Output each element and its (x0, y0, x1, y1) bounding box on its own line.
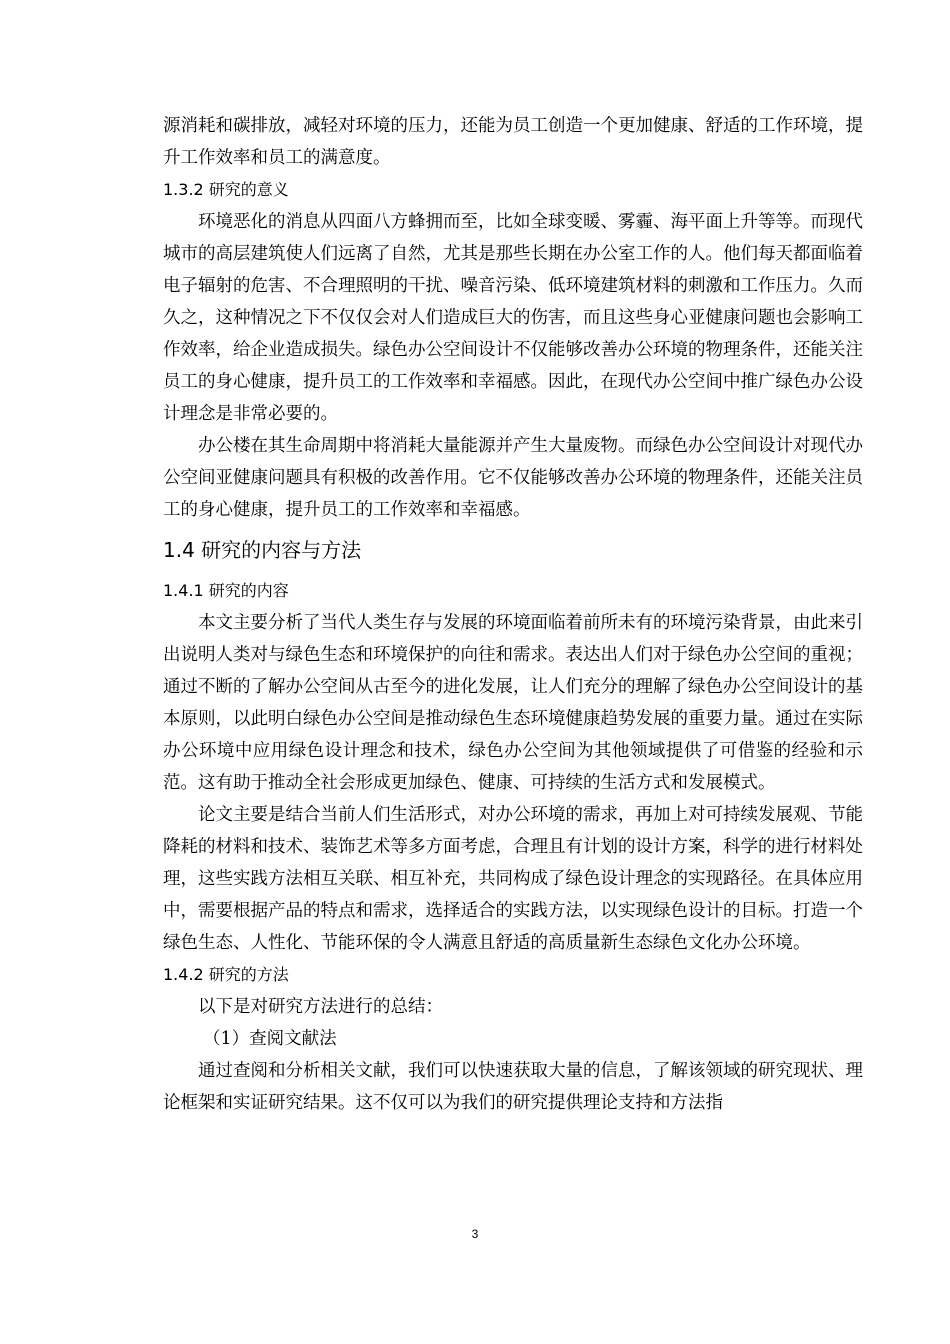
page-number: 3 (471, 1227, 479, 1241)
paragraph-continued: 源消耗和碳排放，减轻对环境的压力，还能为员工创造一个更加健康、舒适的工作环境，提升工作效率和员工的满意度。 (163, 116, 863, 168)
paragraph-content-1: 本文主要分析了当代人类生存与发展的环境面临着前所未有的环境污染背景，由此来引出说明人类对与绿色生态和环境保护的向往和需求。表达出人们对于绿色办公空间的重视；通过不断的了解办公空间从古至今的进化发展，让人们充分的理解了绿色办公空间设计的基本原则，以此明白绿色办公空间是推动绿色生态环境健康趋势发展的重要力量。通过在实际办公环境中应用绿色设计理念和技术，绿色办公空间为其他领域提供了可借鉴的经验和示范。这有助于推动全社会形成更加绿色、健康、可持续的生活方式和发展模式。 (163, 613, 863, 793)
list-item-literature-method: （1）查阅文献法 (203, 1029, 337, 1049)
subsection-heading-1-4-2: 1.4.2 研究的方法 (163, 965, 289, 984)
paragraph-content-2: 论文主要是结合当前人们生活形式，对办公环境的需求，再加上对可持续发展观、节能降耗的材料和技术、装饰艺术等多方面考虑，合理且有计划的设计方案，科学的进行材料处理，这些实践方法相互关联、相互补充，共同构成了绿色设计理念的实现路径。在具体应用中，需要根据产品的特点和需求，选择适合的实践方法，以实现绿色设计的目标。打造一个绿色生态、人性化、节能环保的令人满意且舒适的高质量新生态绿色文化办公环境。 (163, 805, 863, 953)
paragraph-literature-method: 通过查阅和分析相关文献，我们可以快速获取大量的信息，了解该领域的研究现状、理论框架和实证研究结果。这不仅可以为我们的研究提供理论支持和方法指 (163, 1061, 863, 1113)
subsection-heading-1-4-1: 1.4.1 研究的内容 (163, 581, 289, 600)
subsection-heading-1-3-2: 1.3.2 研究的意义 (163, 180, 289, 199)
page-body (163, 110, 863, 1119)
paragraph-methods-intro: 以下是对研究方法进行的总结： (198, 997, 443, 1017)
paragraph-significance-2: 办公楼在其生命周期中将消耗大量能源并产生大量废物。而绿色办公空间设计对现代办公空间亚健康问题具有积极的改善作用。它不仅能够改善办公环境的物理条件，还能关注员工的身心健康，提升员工的工作效率和幸福感。 (163, 436, 863, 520)
section-heading-1-4: 1.4 研究的内容与方法 (163, 538, 362, 562)
paragraph-significance-1: 环境恶化的消息从四面八方蜂拥而至，比如全球变暖、雾霾、海平面上升等等。而现代城市的高层建筑使人们远离了自然，尤其是那些长期在办公室工作的人。他们每天都面临着电子辐射的危害、不合理照明的干扰、噪音污染、低环境建筑材料的刺激和工作压力。久而久之，这种情况之下不仅仅会对人们造成巨大的伤害，而且这些身心亚健康问题也会影响工作效率，给企业造成损失。绿色办公空间设计不仅能够改善办公环境的物理条件，还能关注员工的身心健康，提升员工的工作效率和幸福感。因此，在现代办公空间中推广绿色办公设计理念是非常必要的。 (163, 212, 863, 424)
